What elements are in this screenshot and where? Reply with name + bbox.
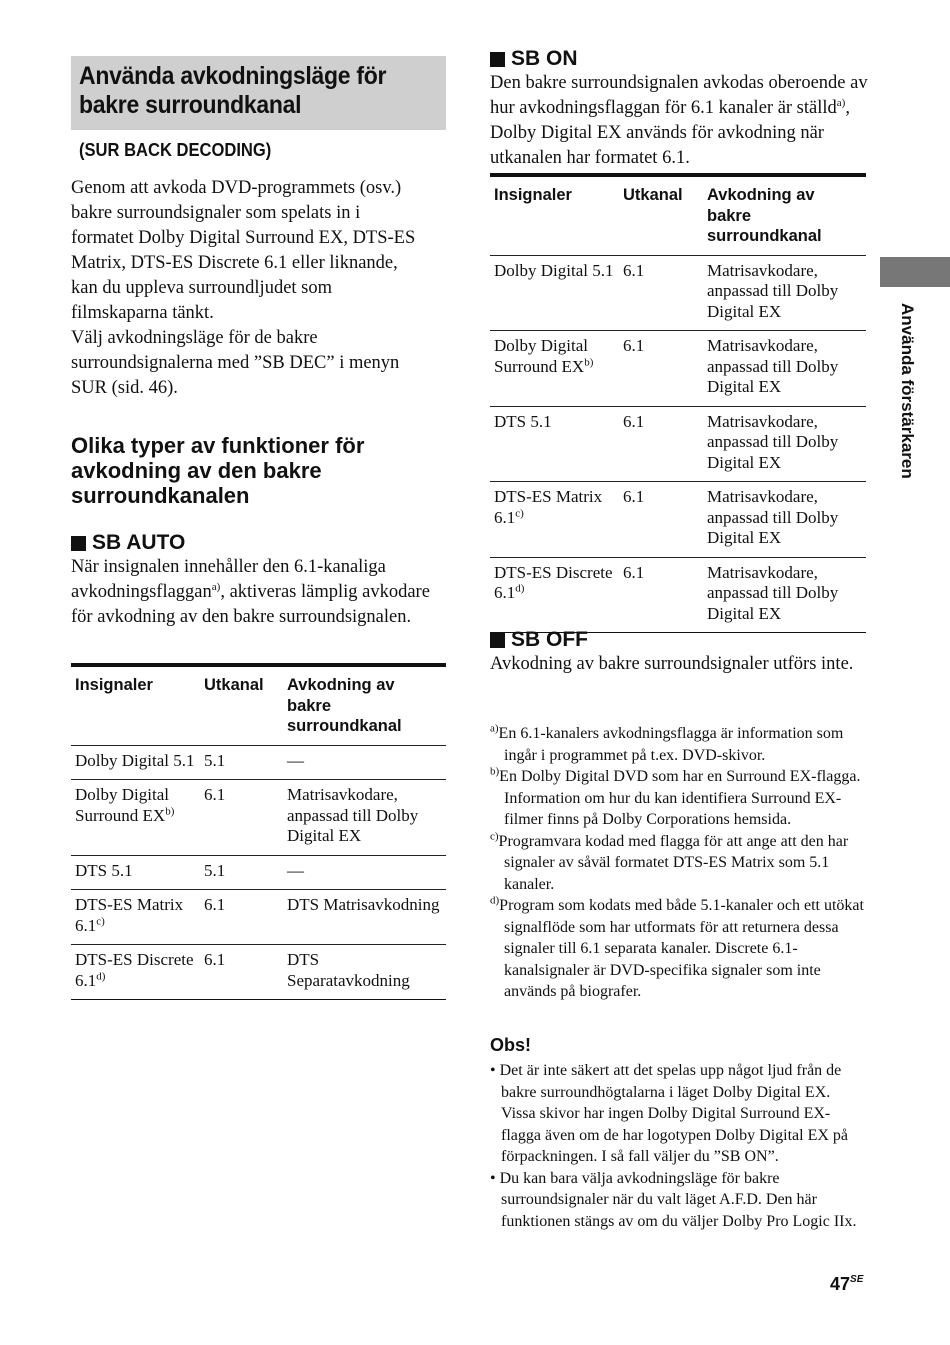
table-row	[490, 482, 866, 558]
col-header-input: Insignaler	[494, 186, 572, 204]
side-tab-marker	[880, 257, 950, 287]
sb-auto-text	[71, 555, 446, 630]
sb-on-table	[490, 173, 866, 633]
intro-paragraph	[71, 176, 451, 401]
side-section-label: Använda förstärkaren	[898, 303, 917, 479]
notes-list	[490, 1060, 866, 1232]
table-row	[490, 331, 866, 407]
intro-line: Matrix, DTS-ES Discrete 6.1 eller liknande,	[71, 253, 398, 273]
sb-auto-text-part1: När insignalen innehåller den 6.1-kanaliga avkodningsflaggan	[71, 557, 386, 602]
sb-off-text: Avkodning av bakre surroundsignaler utförs inte.	[490, 654, 854, 674]
sb-on-text-part1: Den bakre surroundsignalen avkodas oberoende av hur avkodningsflaggan för 6.1 kanaler är ställd	[490, 73, 868, 118]
table-row	[71, 855, 446, 890]
note-item: • Du kan bara välja avkodningsläge för bakre surroundsignaler när du valt läget A.F.D. Den här funktionen stängs av om du väljer Dolby Pro Logic IIx.	[490, 1169, 857, 1230]
sb-off-heading-label: SB OFF	[511, 628, 588, 651]
cell-input: DTS-ES Discrete 6.1$^{d)}$	[71, 945, 200, 1000]
cell-decoding: Matrisavkodare, anpassad till Dolby Digital EX	[703, 255, 866, 331]
sb-off-heading	[490, 628, 588, 652]
footnote-ref: a)	[211, 580, 221, 593]
col-header-decoding: Avkodning av bakre surroundkanal	[287, 676, 402, 735]
col-header-output: Utkanal	[204, 676, 264, 694]
square-bullet-icon	[490, 52, 505, 67]
intro-line: Välj avkodningsläge för de bakre	[71, 328, 318, 348]
page-title-line2: bakre surroundkanal	[79, 91, 302, 119]
table-row	[71, 780, 446, 856]
cell-output: 6.1	[619, 482, 703, 558]
footnote: $^{b)}$En Dolby Digital DVD som har en Surround EX-flagga. Information om hur du kan identifiera Surround EX-filmer finns på Dolby Corporations hemsida.	[490, 765, 861, 828]
cell-output: 6.1	[619, 255, 703, 331]
cell-input: DTS-ES Matrix 6.1$^{c)}$	[490, 482, 619, 558]
sb-on-text-part2: , Dolby Digital EX används för avkodning när utkanalen har formatet 6.1.	[490, 98, 850, 168]
sb-auto-text-part2: , aktiveras lämplig avkodare för avkodning av den bakre surroundsignalen.	[71, 582, 430, 627]
table-row	[490, 406, 866, 482]
table-header-row	[71, 665, 446, 745]
intro-line: Genom att avkoda DVD-programmets (osv.)	[71, 178, 402, 198]
cell-input: DTS 5.1	[71, 855, 200, 890]
col-header-input: Insignaler	[75, 676, 153, 694]
table-row	[490, 255, 866, 331]
footnote: $^{c)}$Programvara kodad med flagga för att ange att den har signaler av såväl formatet DTS-ES Matrix som 5.1 kanaler.	[490, 830, 849, 893]
intro-line: SUR (sid. 46).	[71, 378, 178, 398]
cell-output: 6.1	[200, 945, 283, 1000]
page-subtitle: (SUR BACK DECODING)	[79, 140, 272, 160]
cell-output: 6.1	[200, 780, 283, 856]
table-row	[71, 890, 446, 945]
cell-output: 5.1	[200, 745, 283, 780]
section-heading: Olika typer av funktioner för avkodning av den bakre surroundkanalen	[71, 433, 365, 508]
table-row	[71, 945, 446, 1000]
sb-auto-table	[71, 663, 446, 1000]
footnote-ref: a)	[836, 96, 846, 109]
cell-input: Dolby Digital Surround EX$^{b)}$	[71, 780, 200, 856]
page-number	[830, 1274, 863, 1295]
page-title-box	[71, 56, 446, 130]
page-title-line1: Använda avkodningsläge för	[79, 62, 387, 90]
cell-output: 6.1	[619, 406, 703, 482]
page-number-value: 47	[830, 1274, 851, 1294]
intro-line: surroundsignalerna med ”SB DEC” i menyn	[71, 353, 400, 373]
sb-auto-heading	[71, 531, 185, 555]
cell-decoding: DTS Matrisavkodning	[283, 890, 446, 945]
cell-input: DTS 5.1	[490, 406, 619, 482]
cell-decoding: —	[283, 855, 446, 890]
intro-line: kan du uppleva surroundljudet som	[71, 278, 333, 298]
footnote: $^{d)}$Program som kodats med både 5.1-kanaler och ett utökat signalflöde som har utformats för att returnera dessa signaler till 6.1 separata kanaler. Discrete 6.1-kanalsignaler är DVD-specifika signaler som inte används på biografer.	[490, 894, 864, 1000]
sb-auto-heading-label: SB AUTO	[92, 531, 186, 554]
cell-output: 6.1	[200, 890, 283, 945]
cell-input: Dolby Digital Surround EX$^{b)}$	[490, 331, 619, 407]
sb-on-heading-label: SB ON	[511, 47, 578, 70]
table-header-row	[490, 175, 866, 255]
cell-decoding: Matrisavkodare, anpassad till Dolby Digital EX	[283, 780, 446, 856]
col-header-decoding: Avkodning av bakre surroundkanal	[707, 186, 822, 245]
footnotes	[490, 723, 866, 1003]
square-bullet-icon	[490, 633, 505, 648]
cell-decoding: DTS Separatavkodning	[283, 945, 446, 1000]
obs-heading: Obs!	[490, 1035, 532, 1055]
cell-decoding: —	[283, 745, 446, 780]
cell-input: DTS-ES Matrix 6.1$^{c)}$	[71, 890, 200, 945]
cell-decoding: Matrisavkodare, anpassad till Dolby Digital EX	[703, 406, 866, 482]
cell-decoding: Matrisavkodare, anpassad till Dolby Digital EX	[703, 482, 866, 558]
intro-line: bakre surroundsignaler som spelats in i	[71, 203, 361, 223]
table-row	[71, 745, 446, 780]
intro-line: formatet Dolby Digital Surround EX, DTS-ES	[71, 228, 416, 248]
cell-input: Dolby Digital 5.1	[71, 745, 200, 780]
cell-input: DTS-ES Discrete 6.1$^{d)}$	[490, 557, 619, 633]
cell-output: 5.1	[200, 855, 283, 890]
page-number-suffix: SE	[850, 1274, 864, 1285]
sb-on-heading	[490, 47, 578, 71]
cell-output: 6.1	[619, 557, 703, 633]
footnote: $^{a)}$En 6.1-kanalers avkodningsflagga är information som ingår i programmet på t.ex. DVD-skivor.	[490, 722, 844, 764]
sb-on-text	[490, 71, 868, 171]
table-row	[490, 557, 866, 633]
intro-line: filmskaparna tänkt.	[71, 303, 214, 323]
col-header-output: Utkanal	[623, 186, 683, 204]
square-bullet-icon	[71, 536, 86, 551]
cell-input: Dolby Digital 5.1	[490, 255, 619, 331]
cell-output: 6.1	[619, 331, 703, 407]
cell-decoding: Matrisavkodare, anpassad till Dolby Digital EX	[703, 557, 866, 633]
cell-decoding: Matrisavkodare, anpassad till Dolby Digital EX	[703, 331, 866, 407]
note-item: • Det är inte säkert att det spelas upp något ljud från de bakre surroundhögtalarna i läget Dolby Digital EX. Vissa skivor har ingen Dolby Digital Surround EX-flagga även om de har logotypen Dolby Digital EX på förpackningen. I så fall väljer du ”SB ON”.	[490, 1062, 849, 1165]
